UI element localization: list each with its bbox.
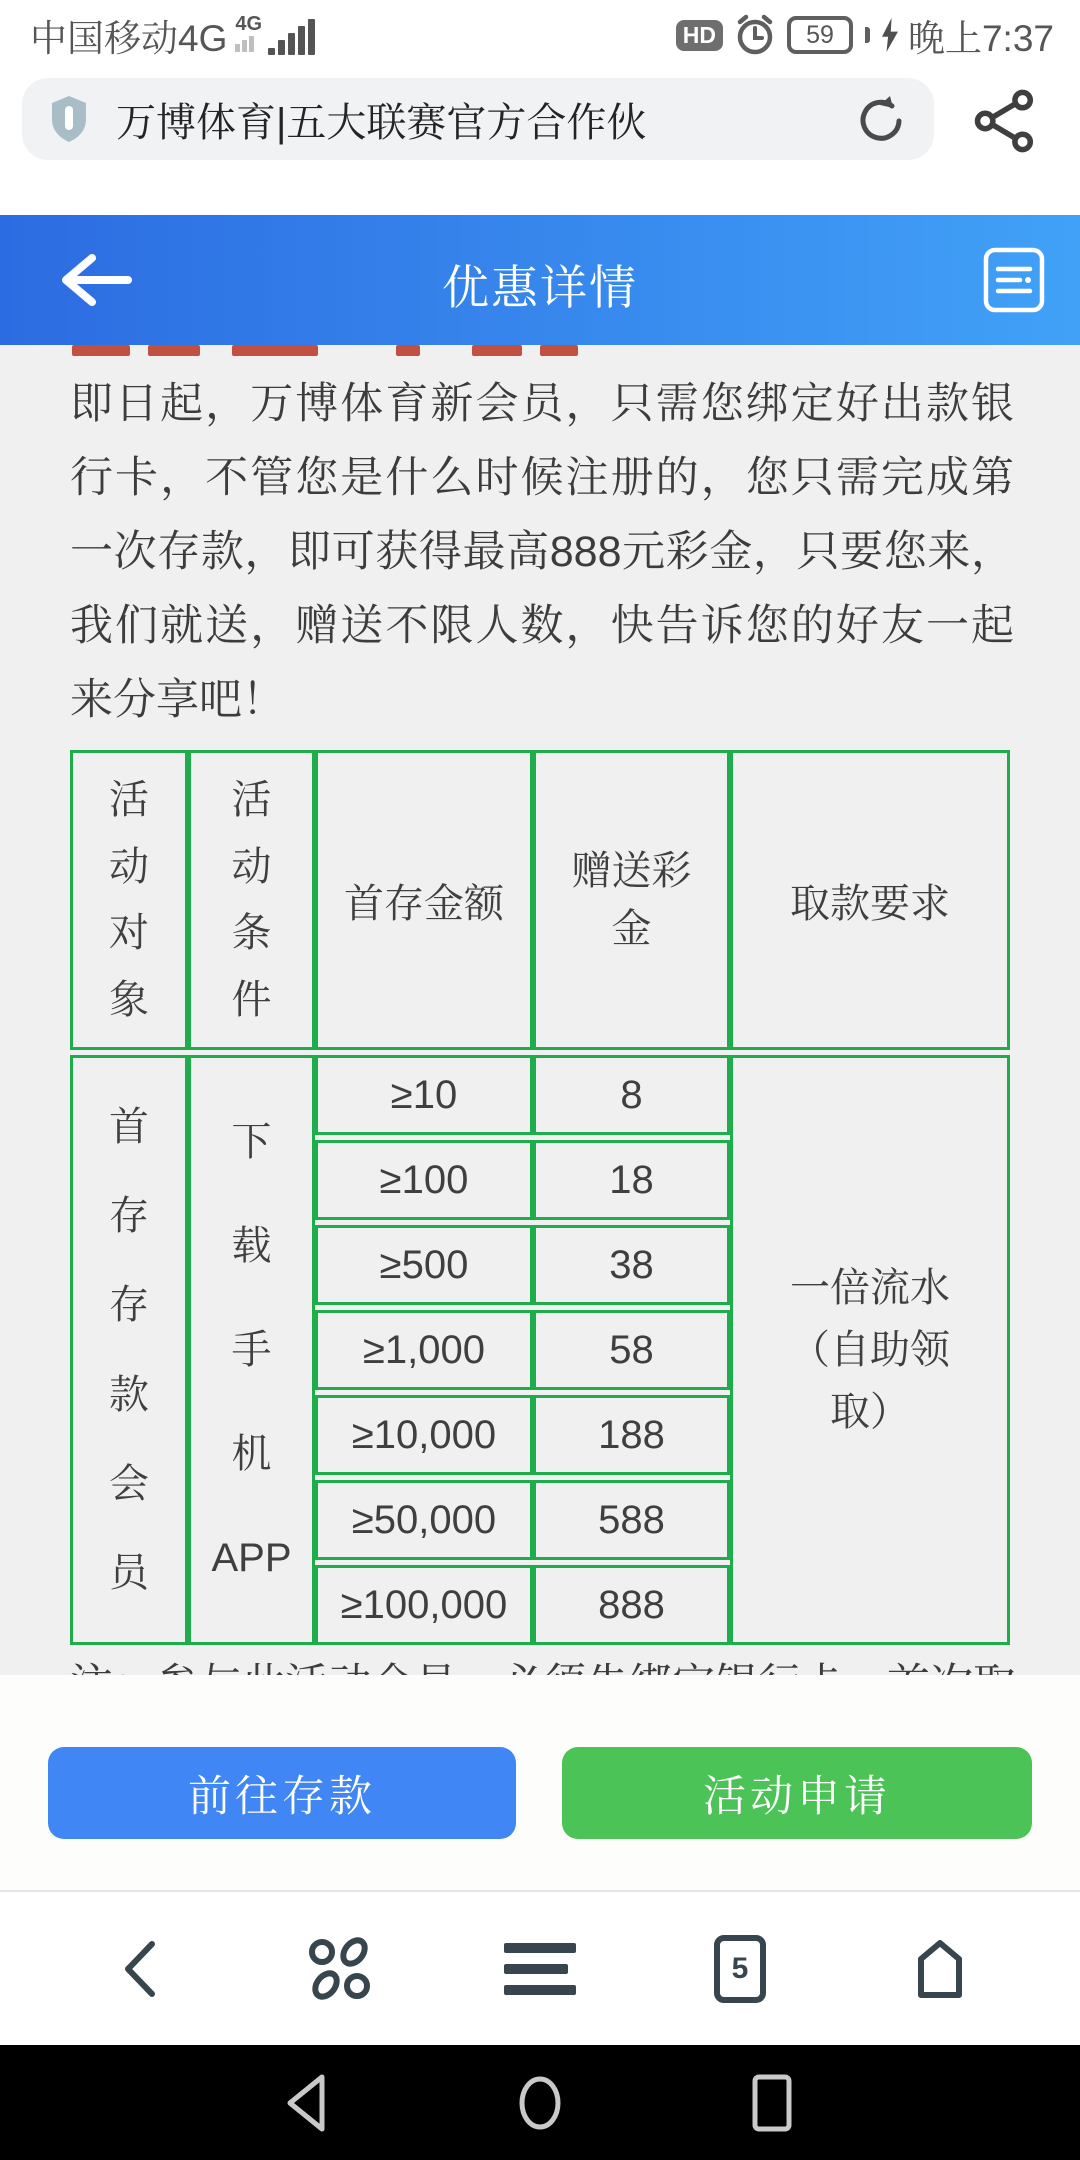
table-cell-subject: 首 存 存 款 会 员 [70, 1055, 188, 1645]
tab-count-icon [714, 1935, 766, 2003]
status-bar [0, 0, 1080, 62]
table-cell-amount: ≥100,000 [315, 1565, 533, 1645]
go-deposit-button[interactable]: 前往存款 [48, 1747, 516, 1839]
browser-toolbar [0, 1890, 1080, 2045]
action-footer [0, 1675, 1080, 1890]
clock-label: 晚上7:37 [907, 18, 1054, 59]
table-header-condition: 活 动 条 件 [188, 750, 315, 1050]
table-cell-bonus: 188 [533, 1395, 730, 1475]
status-right [676, 8, 1054, 62]
promo-paragraph: 即日起，万博体育新会员，只需您绑定好出款银行卡，不管您是什么时候注册的，您只需完成第一次存款，即可获得最高888元彩金，只要您来，我们就送，赠送不限人数，快告诉您的好友一起来分享吧！ [70, 380, 1014, 724]
table-cell-bonus: 38 [533, 1225, 730, 1305]
clipped-red-text-fragment [472, 345, 522, 356]
carrier-label: 中国移动4G [30, 18, 228, 59]
clipped-red-text-fragment [232, 345, 318, 356]
table-cell-amount: ≥50,000 [315, 1480, 533, 1560]
battery-level: 59 [806, 20, 834, 49]
table-cell-condition: 下 载 手 机 APP [188, 1055, 315, 1645]
table-cell-amount: ≥100 [315, 1140, 533, 1220]
browser-back-button[interactable] [95, 1924, 185, 2014]
android-home-icon[interactable] [512, 2071, 568, 2135]
refresh-icon[interactable] [854, 92, 908, 146]
browser-menu-icon[interactable] [495, 1924, 585, 2014]
sim2-signal-icon [235, 36, 254, 52]
android-recents-icon[interactable] [748, 2071, 796, 2135]
site-shield-icon[interactable] [48, 94, 90, 144]
table-header-requirement: 取款要求 [730, 750, 1010, 1050]
table-cell-bonus: 58 [533, 1310, 730, 1390]
table-cell-bonus: 588 [533, 1480, 730, 1560]
browser-home-button[interactable] [895, 1924, 985, 2014]
table-cell-bonus: 888 [533, 1565, 730, 1645]
clipped-red-text-fragment [148, 345, 200, 356]
hd-icon: HD [676, 20, 723, 51]
page-content [0, 345, 1080, 1675]
page-url-title[interactable]: 万博体育|五大联赛官方合作伙 [116, 100, 647, 145]
browser-address-row [0, 62, 1080, 215]
sim-4g-indicator: 4G [235, 14, 262, 52]
table-header-subject: 活 动 对 象 [70, 750, 188, 1050]
table-cell-amount: ≥10,000 [315, 1395, 533, 1475]
table-cell-bonus: 18 [533, 1140, 730, 1220]
android-nav-bar [0, 2045, 1080, 2160]
share-icon[interactable] [972, 88, 1038, 154]
table-cell-amount: ≥1,000 [315, 1310, 533, 1390]
status-left [30, 8, 315, 62]
page-header [0, 215, 1080, 345]
table-cell-bonus: 8 [533, 1055, 730, 1135]
table-cell-amount: ≥10 [315, 1055, 533, 1135]
apply-activity-button[interactable]: 活动申请 [562, 1747, 1032, 1839]
charging-bolt-icon [882, 18, 898, 52]
address-bar[interactable] [22, 78, 934, 160]
tab-count: 5 [731, 1951, 749, 1985]
battery-icon [787, 16, 853, 54]
clipped-red-text-fragment [72, 345, 130, 356]
page-title: 优惠详情 [442, 261, 638, 314]
android-back-icon[interactable] [282, 2071, 330, 2135]
table-cell-requirement: 一倍流水 （自助领 取） [730, 1055, 1010, 1645]
alarm-clock-icon [733, 13, 777, 57]
browser-tabs-button[interactable] [695, 1924, 785, 2014]
clipped-red-text-fragment [396, 345, 420, 356]
list-menu-icon[interactable] [982, 245, 1046, 315]
clipped-red-text-fragment [540, 345, 578, 356]
table-cell-amount: ≥500 [315, 1225, 533, 1305]
table-header-bonus: 赠送彩 金 [533, 750, 730, 1050]
table-header-amount: 首存金额 [315, 750, 533, 1050]
promo-table [70, 750, 1010, 1645]
signal-bars-icon [268, 15, 315, 55]
browser-clover-menu-icon[interactable] [295, 1924, 385, 2014]
battery-nub [865, 27, 870, 43]
